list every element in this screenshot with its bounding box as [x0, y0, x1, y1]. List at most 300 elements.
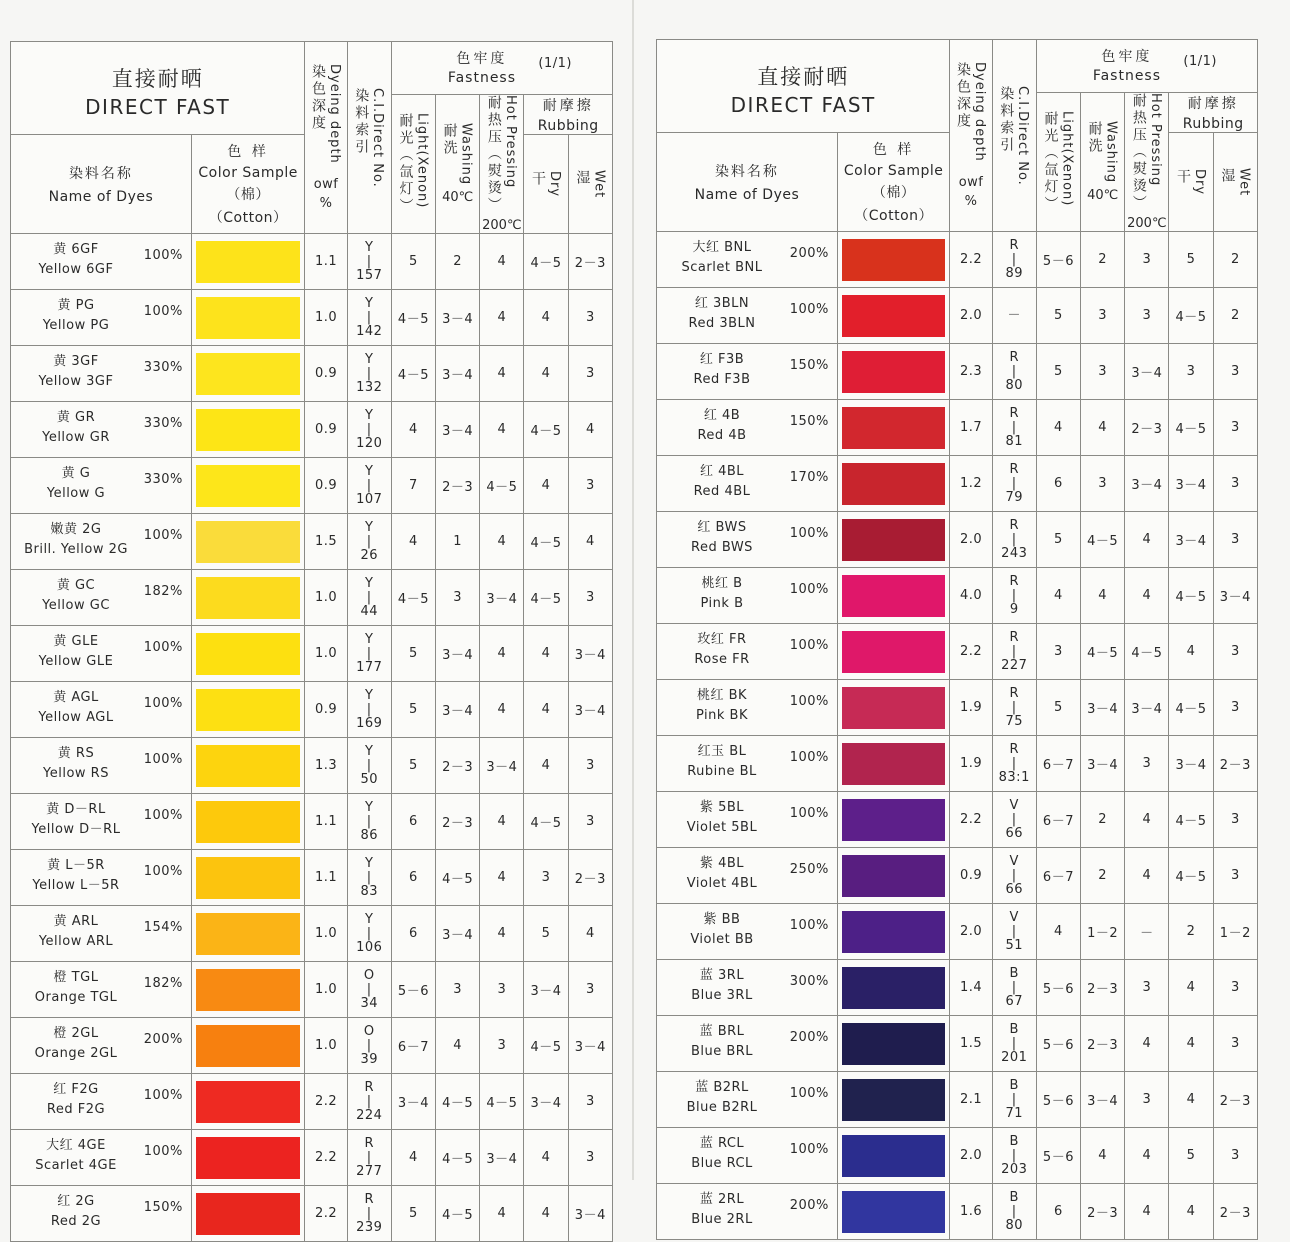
depth-pct: %	[319, 196, 333, 212]
wet-fastness: 2－3	[1213, 1072, 1257, 1128]
pressing-fastness: 4－5	[1125, 624, 1169, 680]
light-fastness: 4	[1036, 904, 1080, 960]
depth-header	[305, 42, 347, 234]
color-sample-cell	[191, 962, 305, 1018]
dry-zh: 干	[1175, 168, 1192, 186]
ci-letter: R	[1009, 461, 1020, 477]
color-sample-cell	[837, 568, 950, 624]
washing-fastness: 3－4	[1081, 680, 1125, 736]
light-fastness: 7	[391, 458, 435, 514]
dyeing-depth: 0.9	[950, 848, 992, 904]
wet-fastness: 4	[568, 514, 612, 570]
dye-name-en: Red 4BL	[693, 484, 751, 499]
wet-fastness: 3	[1213, 456, 1257, 512]
dye-row	[657, 1184, 1258, 1240]
ci-separator: |	[366, 645, 372, 661]
light-fastness: 6	[391, 850, 435, 906]
washing-fastness: 1	[436, 514, 480, 570]
dry-fastness: 4－5	[1169, 848, 1213, 904]
dye-name	[21, 1024, 131, 1064]
dry-fastness: 4	[524, 290, 568, 346]
sample-en: Color Sample	[198, 165, 298, 181]
washing-fastness: 4－5	[436, 1186, 480, 1242]
ci-header	[347, 42, 391, 234]
ci-en: C.I.Direct No.	[370, 87, 386, 188]
dye-strength: 100%	[789, 582, 829, 597]
ci-number-cell	[347, 794, 391, 850]
ci-letter: R	[1009, 517, 1020, 533]
dye-name-en: Red 2G	[50, 1214, 102, 1229]
pressing-temp: 200℃	[482, 218, 522, 233]
dye-name-zh: 红 F3B	[699, 352, 745, 367]
dye-name	[667, 1134, 777, 1174]
pressing-en: Hot Pressing	[1147, 93, 1163, 187]
dye-row	[657, 624, 1258, 680]
color-swatch	[842, 855, 946, 897]
dye-name-cell	[657, 456, 838, 512]
pressing-en: Hot Pressing	[502, 95, 518, 189]
dye-name-zh: 桃红 B	[701, 576, 743, 591]
ci-number-cell	[992, 680, 1036, 736]
ci-letter: R	[364, 1135, 375, 1151]
color-sample-cell	[191, 290, 305, 346]
dye-name-en: Red 4B	[697, 428, 747, 443]
title-en: DIRECT FAST	[85, 95, 231, 119]
pressing-fastness: 3－4	[480, 1130, 524, 1186]
ci-number-cell	[992, 344, 1036, 400]
ci-number: 142	[356, 323, 383, 339]
wet-fastness: 3	[568, 1074, 612, 1130]
dye-name	[667, 686, 777, 726]
ci-number-cell	[347, 458, 391, 514]
pressing-fastness: 4	[480, 682, 524, 738]
card-header	[11, 42, 613, 234]
ci-letter: R	[1009, 741, 1020, 757]
dye-name-zh: 黄 GLE	[53, 634, 99, 649]
dry-fastness: 4－5	[1169, 568, 1213, 624]
dye-strength: 100%	[789, 1142, 829, 1157]
name-header	[11, 135, 192, 234]
color-swatch	[196, 353, 301, 395]
wet-fastness: 3	[1213, 624, 1257, 680]
dye-name	[21, 632, 131, 672]
dye-name	[21, 352, 131, 392]
dye-strength: 150%	[143, 1200, 183, 1215]
dye-name	[21, 968, 131, 1008]
washing-fastness: 3－4	[436, 346, 480, 402]
dry-fastness: 4	[1169, 960, 1213, 1016]
dye-name	[667, 574, 777, 614]
ci-letter: Y	[365, 799, 374, 815]
dyeing-depth: 1.5	[305, 514, 347, 570]
wet-fastness: 1－2	[1213, 904, 1257, 960]
ci-number: 50	[360, 771, 379, 787]
dye-name-en: Rose FR	[694, 652, 750, 667]
wet-fastness: 4	[568, 906, 612, 962]
wet-zh: 湿	[1219, 167, 1236, 185]
ci-number-cell	[992, 512, 1036, 568]
dye-strength: 100%	[143, 528, 183, 543]
washing-fastness: 2－3	[1081, 1184, 1125, 1240]
dye-name-cell	[11, 402, 192, 458]
ci-separator: |	[1011, 419, 1017, 435]
dry-zh: 干	[530, 170, 547, 188]
dry-fastness: 3	[1169, 344, 1213, 400]
color-swatch	[196, 913, 301, 955]
rubbing-header	[524, 95, 613, 135]
washing-fastness: 4	[436, 1018, 480, 1074]
color-swatch	[842, 1135, 946, 1177]
pressing-header	[480, 95, 524, 234]
dye-name	[21, 800, 131, 840]
ci-number: 201	[1001, 1049, 1028, 1065]
ci-number-cell	[992, 288, 1036, 344]
color-swatch	[196, 633, 301, 675]
dye-name-cell	[11, 290, 192, 346]
color-swatch	[196, 689, 301, 731]
dye-name	[21, 856, 131, 896]
name-en: Name of Dyes	[48, 189, 154, 205]
dye-name-zh: 黄 G	[61, 466, 91, 481]
dye-name	[21, 464, 131, 504]
washing-fastness: 3－4	[1081, 736, 1125, 792]
dye-name-zh: 玫红 FR	[697, 632, 747, 647]
dye-name-en: Violet BB	[690, 932, 754, 947]
ci-separator: |	[366, 813, 372, 829]
dye-row	[657, 568, 1258, 624]
ci-separator: |	[1011, 1147, 1017, 1163]
dye-strength: 200%	[789, 1030, 829, 1045]
ci-number-cell	[992, 792, 1036, 848]
ci-separator: |	[366, 309, 372, 325]
wet-fastness: 2	[1213, 232, 1257, 288]
dye-name-zh: 蓝 3RL	[699, 968, 745, 983]
ci-number: 44	[360, 603, 379, 619]
washing-temp: 40℃	[1087, 187, 1119, 203]
dye-name-cell	[657, 904, 838, 960]
ci-number-cell	[347, 514, 391, 570]
color-sample-cell	[191, 1074, 305, 1130]
ci-number-cell	[347, 906, 391, 962]
dye-row	[11, 402, 613, 458]
dyeing-depth: 0.9	[305, 682, 347, 738]
ci-letter: Y	[365, 743, 374, 759]
dye-name-cell	[11, 682, 192, 738]
wet-fastness: 3	[1213, 848, 1257, 904]
ci-number: 26	[360, 547, 379, 563]
color-sample-cell	[837, 344, 950, 400]
ci-separator: |	[1011, 867, 1017, 883]
fastness-en: Fastness	[447, 70, 517, 86]
dry-fastness: 4－5	[1169, 680, 1213, 736]
ci-number-cell	[347, 570, 391, 626]
dry-fastness: 3－4	[1169, 736, 1213, 792]
dye-name-cell	[657, 1016, 838, 1072]
ci-number-cell	[992, 1128, 1036, 1184]
dye-name	[667, 518, 777, 558]
dye-row	[657, 848, 1258, 904]
ci-number-cell	[347, 1018, 391, 1074]
dye-strength: 250%	[789, 862, 829, 877]
dye-name-zh: 紫 5BL	[699, 800, 745, 815]
wet-fastness: 2－3	[1213, 1184, 1257, 1240]
dye-name-cell	[657, 1072, 838, 1128]
color-sample-cell	[837, 904, 950, 960]
color-sample-cell	[837, 1072, 950, 1128]
dyeing-depth: 2.0	[950, 1128, 992, 1184]
ci-number: 203	[1001, 1161, 1028, 1177]
wet-fastness: 3－4	[568, 1186, 612, 1242]
dry-fastness: 4	[524, 1186, 568, 1242]
dry-fastness: 4－5	[524, 402, 568, 458]
ci-separator: |	[1011, 1035, 1017, 1051]
ci-separator: |	[1011, 531, 1017, 547]
dyeing-depth: 2.0	[950, 512, 992, 568]
color-sample-cell	[837, 792, 950, 848]
wet-header	[568, 135, 612, 234]
dye-name	[667, 854, 777, 894]
dye-rows	[657, 232, 1258, 1240]
dye-name-zh: 黄 GR	[56, 410, 96, 425]
fastness-header	[391, 42, 612, 95]
dye-name	[21, 688, 131, 728]
ci-number-cell	[347, 346, 391, 402]
fastness-ratio: (1/1)	[538, 56, 572, 71]
pressing-fastness: 4	[480, 794, 524, 850]
card-title	[657, 40, 950, 133]
light-fastness: 5－6	[391, 962, 435, 1018]
fastness-zh: 色牢度	[456, 51, 508, 67]
wet-fastness: 3	[1213, 960, 1257, 1016]
ci-header	[992, 40, 1036, 232]
light-fastness: 5－6	[1036, 1128, 1080, 1184]
dyeing-depth: 2.3	[950, 344, 992, 400]
dye-name-zh: 黄 L－5R	[47, 858, 105, 873]
dye-row	[657, 680, 1258, 736]
ci-letter: Y	[365, 631, 374, 647]
wet-fastness: 3－4	[1213, 568, 1257, 624]
dye-strength: 150%	[789, 358, 829, 373]
depth-unit: owf	[958, 175, 984, 191]
wet-fastness: 3	[1213, 792, 1257, 848]
dyeing-depth: 1.0	[305, 962, 347, 1018]
light-zh: 耐光（氙灯）	[1042, 111, 1059, 213]
color-sample-cell	[191, 1186, 305, 1242]
ci-letter: B	[1009, 1077, 1019, 1093]
dye-name-en: Yellow GC	[42, 598, 110, 613]
dye-strength: 100%	[789, 694, 829, 709]
washing-fastness: 3	[1081, 344, 1125, 400]
color-swatch	[196, 297, 301, 339]
dye-name-zh: 红 4B	[703, 408, 741, 423]
dyeing-depth: 1.0	[305, 290, 347, 346]
dye-name-cell	[657, 568, 838, 624]
dyeing-depth: 1.9	[950, 680, 992, 736]
ci-separator: |	[1011, 923, 1017, 939]
dye-name	[21, 744, 131, 784]
dye-row	[11, 1074, 613, 1130]
dyeing-depth: 1.5	[950, 1016, 992, 1072]
dye-strength: 100%	[143, 1144, 183, 1159]
dye-row	[11, 234, 613, 290]
dry-fastness: 4	[524, 626, 568, 682]
sample-en: Color Sample	[843, 163, 944, 179]
ci-separator: |	[1011, 699, 1017, 715]
dye-name-en: Scarlet BNL	[681, 260, 763, 275]
ci-number: 89	[1005, 265, 1024, 281]
ci-number: 67	[1005, 993, 1024, 1009]
ci-separator: |	[366, 1205, 372, 1221]
dye-strength: 154%	[143, 920, 183, 935]
dye-row	[657, 232, 1258, 288]
color-swatch	[842, 351, 946, 393]
sample-paren-en: （Cotton）	[208, 210, 288, 226]
dye-name-cell	[657, 288, 838, 344]
dye-row	[11, 290, 613, 346]
dyeing-depth: 4.0	[950, 568, 992, 624]
dye-name-zh: 橙 2GL	[53, 1026, 99, 1041]
ci-letter: R	[1009, 573, 1020, 589]
dry-fastness: 2	[1169, 904, 1213, 960]
dye-name-en: Violet 4BL	[686, 876, 758, 891]
washing-fastness: 3－4	[436, 682, 480, 738]
washing-fastness: 4－5	[1081, 624, 1125, 680]
ci-number: 80	[1005, 1217, 1024, 1233]
wet-zh: 湿	[574, 169, 591, 187]
light-fastness: 5－6	[1036, 1016, 1080, 1072]
dye-strength: 100%	[143, 808, 183, 823]
dye-row	[657, 904, 1258, 960]
dye-name	[21, 240, 131, 280]
dye-name-cell	[657, 1128, 838, 1184]
ci-number: 277	[356, 1163, 383, 1179]
pressing-fastness: 3	[480, 962, 524, 1018]
dye-name-cell	[11, 850, 192, 906]
ci-letter: Y	[365, 575, 374, 591]
washing-fastness: 4	[1081, 568, 1125, 624]
dye-name-en: Yellow PG	[42, 318, 110, 333]
dye-name-en: Blue 2RL	[691, 1212, 753, 1227]
dye-name-zh: 紫 BB	[703, 912, 741, 927]
light-fastness: 6－7	[1036, 792, 1080, 848]
washing-fastness: 2－3	[436, 458, 480, 514]
depth-unit: owf	[313, 177, 339, 193]
color-swatch	[196, 1025, 301, 1067]
color-sample-cell	[191, 570, 305, 626]
light-fastness: 4－5	[391, 346, 435, 402]
dye-name-en: Yellow L－5R	[32, 878, 120, 893]
ci-number: 120	[356, 435, 383, 451]
ci-separator: |	[366, 1149, 372, 1165]
dye-name-cell	[11, 570, 192, 626]
ci-separator: |	[1011, 363, 1017, 379]
pressing-fastness: 3－4	[1125, 456, 1169, 512]
dye-name-en: Violet 5BL	[686, 820, 758, 835]
color-swatch	[842, 575, 946, 617]
light-fastness: 4－5	[391, 290, 435, 346]
wet-fastness: 3－4	[568, 626, 612, 682]
dye-name-en: Red F3B	[693, 372, 751, 387]
color-swatch	[842, 967, 946, 1009]
color-swatch	[196, 1081, 301, 1123]
dye-name-cell	[11, 1074, 192, 1130]
sample-paren-zh: （棉）	[226, 187, 270, 203]
fastness-header	[1036, 40, 1257, 93]
pressing-temp: 200℃	[1127, 216, 1167, 231]
pressing-header	[1125, 93, 1169, 232]
wet-fastness: 3	[568, 794, 612, 850]
name-header	[657, 133, 838, 232]
dye-name-zh: 大红 4GE	[46, 1138, 106, 1153]
dye-name-cell	[657, 680, 838, 736]
pressing-fastness: 4－5	[480, 458, 524, 514]
dye-name	[21, 520, 131, 560]
color-sample-cell	[191, 514, 305, 570]
washing-fastness: 4－5	[436, 1074, 480, 1130]
dye-name-zh: 红 F2G	[53, 1082, 99, 1097]
rubbing-en: Rubbing	[537, 118, 599, 134]
ci-number-cell	[992, 624, 1036, 680]
washing-header	[1081, 93, 1125, 232]
dye-name	[667, 350, 777, 390]
ci-number: 83:1	[998, 769, 1030, 785]
dye-name-zh: 蓝 BRL	[699, 1024, 745, 1039]
dye-strength: 100%	[143, 248, 183, 263]
ci-letter: R	[1009, 237, 1020, 253]
dry-fastness: 5	[524, 906, 568, 962]
dye-name-cell	[11, 738, 192, 794]
wet-fastness: 3	[1213, 400, 1257, 456]
wet-fastness: 3	[568, 570, 612, 626]
wet-fastness: 3	[1213, 680, 1257, 736]
dyeing-depth: 1.0	[305, 570, 347, 626]
dye-strength: 100%	[143, 752, 183, 767]
pressing-fastness: －	[1125, 904, 1169, 960]
light-fastness: 6－7	[391, 1018, 435, 1074]
dye-name-cell	[657, 232, 838, 288]
dye-row	[11, 1130, 613, 1186]
washing-fastness: 3	[1081, 456, 1125, 512]
light-fastness: 5	[391, 626, 435, 682]
color-sample-cell	[191, 906, 305, 962]
ci-number-cell	[992, 1016, 1036, 1072]
dye-name-cell	[11, 1186, 192, 1242]
color-swatch	[842, 799, 946, 841]
dry-fastness: 4	[1169, 1072, 1213, 1128]
dye-name-zh: 黄 RS	[57, 746, 95, 761]
dyeing-depth: 2.0	[950, 288, 992, 344]
color-sample-cell	[837, 680, 950, 736]
dye-strength: 182%	[143, 584, 183, 599]
pressing-fastness: 4	[480, 906, 524, 962]
color-sample-cell	[837, 456, 950, 512]
color-swatch	[842, 687, 946, 729]
washing-fastness: 4	[1081, 1128, 1125, 1184]
dyeing-depth: 1.0	[305, 906, 347, 962]
dyeing-depth: 2.0	[950, 904, 992, 960]
dry-fastness: 3－4	[524, 1074, 568, 1130]
fastness-en: Fastness	[1092, 68, 1162, 84]
color-sample-cell	[837, 288, 950, 344]
ci-letter: B	[1009, 965, 1019, 981]
dye-row	[11, 906, 613, 962]
ci-number: 106	[356, 939, 383, 955]
ci-separator: |	[366, 533, 372, 549]
dye-name-cell	[11, 514, 192, 570]
pressing-zh: 耐热压（熨烫）	[485, 95, 502, 214]
card-title	[11, 42, 305, 135]
dye-name-zh: 黄 AGL	[53, 690, 99, 705]
